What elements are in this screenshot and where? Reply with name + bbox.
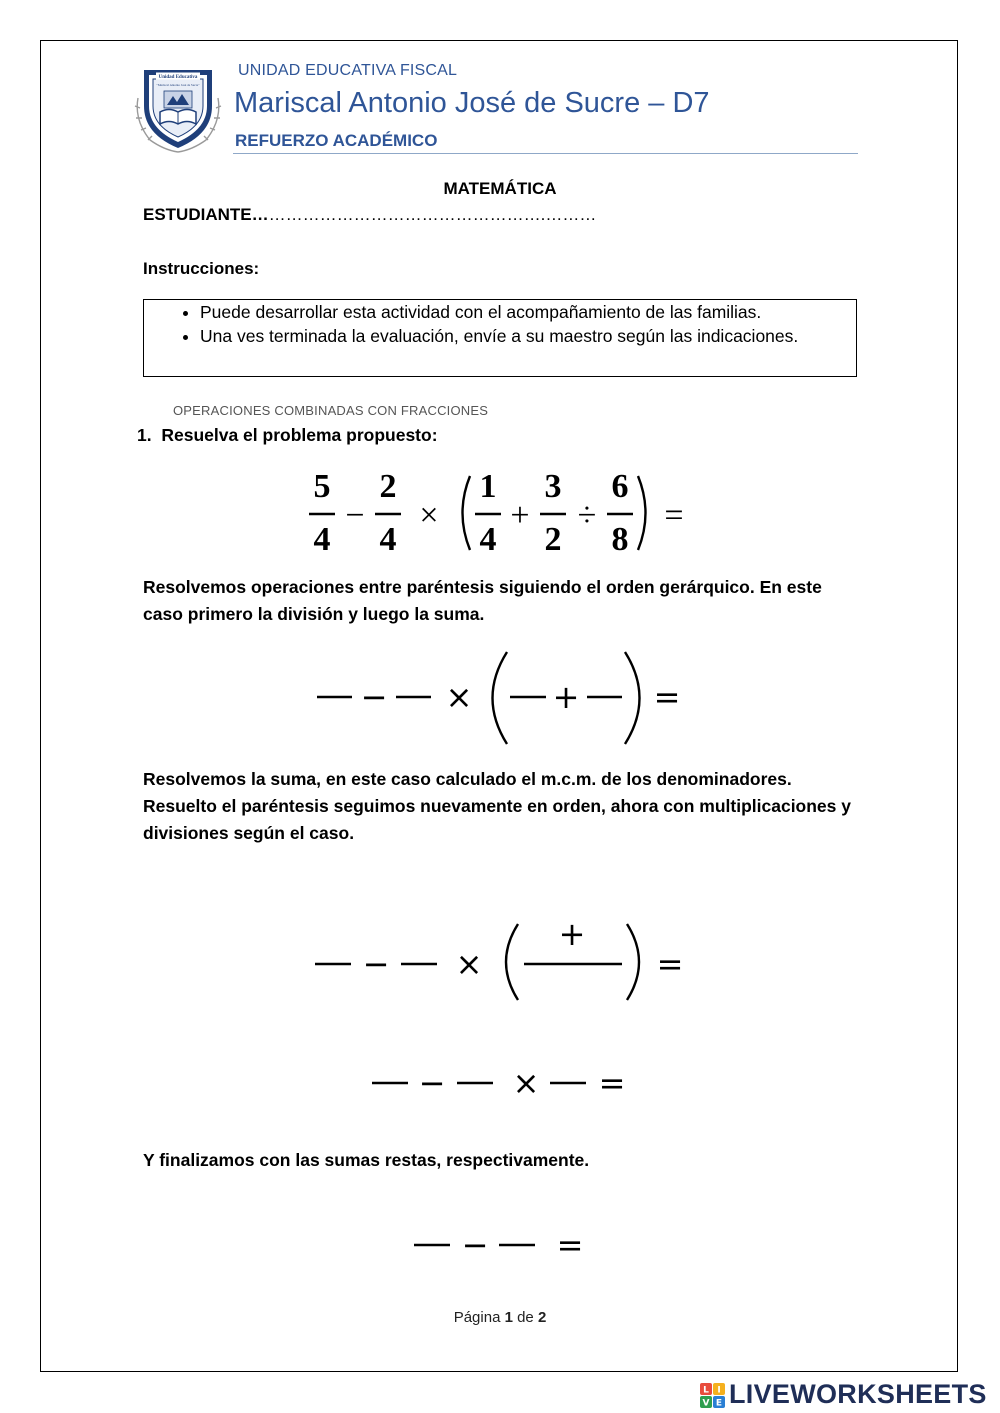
step-2-expression [315,915,683,1000]
svg-text:Unidad Educativa: Unidad Educativa [158,75,198,80]
total-pages: 2 [537,1309,547,1326]
main-expression [309,468,684,558]
fraction-2-denominator: 4 [379,521,397,558]
current-page: 1 [504,1309,513,1326]
operator-equals: = [664,497,684,534]
operator-minus: − [461,1226,489,1264]
open-parenthesis [493,652,508,744]
svg-text:"Mariscal Antonio José de Sucr: "Mariscal Antonio José de Sucre" [156,83,200,87]
operator-equals: = [598,1064,626,1102]
fraction-4-denominator: 2 [544,521,562,558]
operator-plus: + [510,497,530,534]
topic-heading: OPERACIONES COMBINADAS CON FRACCIONES [173,403,489,418]
operator-equals: = [653,678,681,716]
student-dots: ………………………………………….……… [268,205,597,224]
school-type: UNIDAD EDUCATIVA FISCAL [238,62,458,79]
student-label: ESTUDIANTE… [143,205,269,224]
operator-minus: − [360,678,388,716]
explanation-paragraph-2: Resolvemos la suma, en este caso calculado el m.c.m. de los denominadores. Resuelto el paréntesis seguimos nuevamente en orden, ahora con multiplicaciones y divisiones según el caso. [143,769,851,843]
logo-letter-l: L [703,1385,709,1396]
operator-times: × [512,1064,540,1102]
fraction-3-numerator: 1 [479,468,497,505]
operator-minus: − [418,1064,446,1102]
liveworksheets-text: LIVEWORKSHEETS [729,1379,987,1409]
close-parenthesis [638,476,646,550]
instruction-item: • Una ves terminada la evaluación, envíe a su maestro según las indicaciones. [200,324,845,348]
subject-title: MATEMÁTICA [443,179,557,198]
program-title: REFUERZO ACADÉMICO [235,131,438,150]
question-text: Resuelva el problema propuesto: [161,425,438,445]
logo-letter-i: I [717,1385,721,1396]
page-middle: de [512,1309,538,1326]
operator-equals: = [556,1226,584,1264]
operator-times: × [445,678,473,716]
instruction-item: • Puede desarrollar esta actividad con el acompañamiento de las familias. [200,300,845,324]
open-parenthesis [506,924,518,1000]
close-parenthesis [625,652,640,744]
open-parenthesis [463,476,471,550]
operator-plus: + [552,678,580,716]
explanation-paragraph-3: Y finalizamos con las sumas restas, respectivamente. [143,1150,590,1170]
question-number: 1. [137,425,152,445]
liveworksheets-logo-icon [700,1383,726,1409]
school-name: Mariscal Antonio José de Sucre – D7 [234,87,710,119]
operator-minus: − [362,945,390,983]
page-prefix: Página [453,1309,505,1326]
fraction-1-denominator: 4 [313,521,331,558]
operator-plus: + [558,915,586,953]
close-parenthesis [627,924,639,1000]
fraction-5-denominator: 8 [611,521,629,558]
step-4-expression [414,1226,583,1264]
operator-divide: ÷ [577,497,597,534]
fraction-3-denominator: 4 [479,521,497,558]
fraction-4-numerator: 3 [544,468,562,505]
logo-letter-v: V [702,1398,710,1409]
operator-times: × [455,945,483,983]
logo-letter-e: E [715,1398,723,1409]
page-number [0,1309,1000,1326]
fraction-2-numerator: 2 [379,468,397,505]
operator-times: × [419,497,439,534]
step-3-expression [372,1064,625,1102]
instructions-title: Instrucciones: [143,259,260,278]
step-1-expression [317,652,680,744]
operator-equals: = [656,945,684,983]
liveworksheets-watermark [700,1380,1000,1410]
fraction-5-numerator: 6 [611,468,629,505]
operator-minus: − [345,497,365,534]
fraction-1-numerator: 5 [313,468,331,505]
explanation-paragraph-1: Resolvemos operaciones entre paréntesis siguiendo el orden gerárquico. En este caso primero la división y luego la suma. [143,577,822,624]
